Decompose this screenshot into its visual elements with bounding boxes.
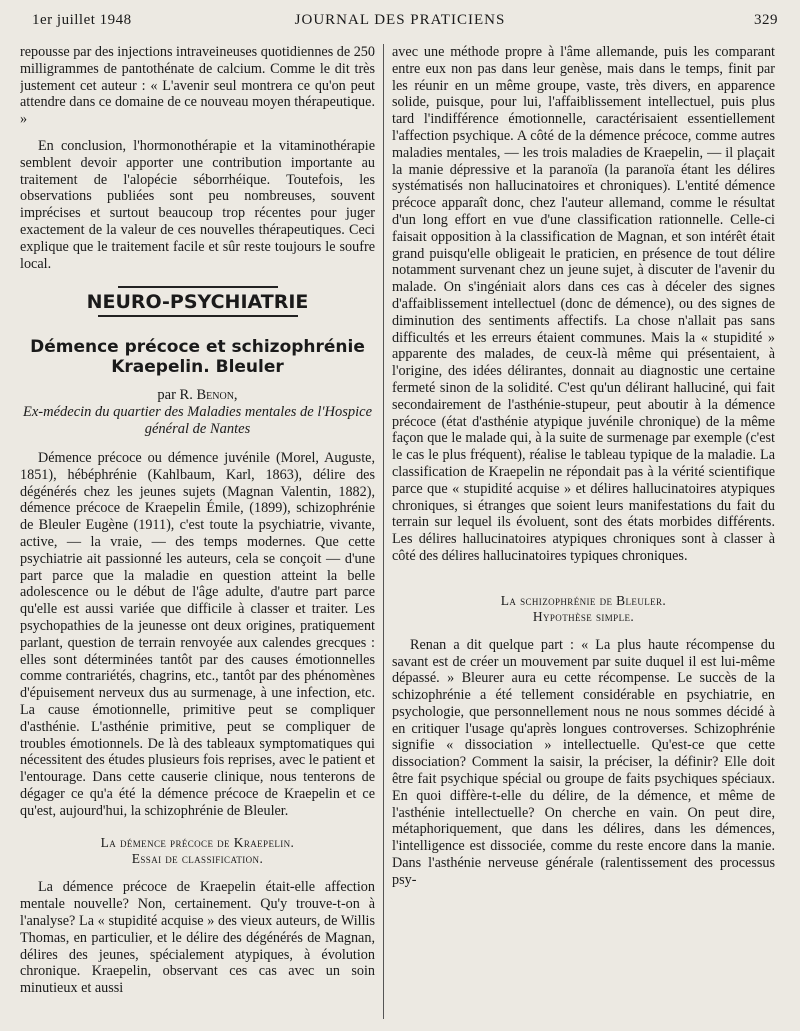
paragraph: Démence précoce ou démence juvénile (Morel, Auguste, 1851), hébéphrénie (Kahlbaum, Karl, 1863), délire des dégénérés chez les jeunes sujets (Magnan Valentin, 1882), démence précoce de Kraepelin Émile, (1899), schizophrénie de Bleuler Eugène (1911), c'est toute la psychiatrie, vivante, active, — la vraie, — des temps modernes. Que cette psychiatrie ait passionné les auteurs, cela se conçoit — d'une part parce que la maladie en question atteint la belle adolescence ou le début de l'âge adulte, d'autre part parce qu'elle est aussi variée que difficile à classer et traiter. Les psychopathies de la jeunesse ont deux origines, pratiquement parlant, question de terrain renvoyée aux calendes grecques : elles sont déterminées tantôt par des causes émotionnelles comme contrariétés, chagrins, etc., tantôt par des phénomènes d'épuisement nerveux dus au surmenage, à une infection, etc. La cause émotionnelle, primitive peut se compliquer d'asthénie. L'asthénie primitive, peut se compliquer de troubles émotionnels. De là des tableaux symptomatiques qui nécessitent des études plusieurs fois reprises, avec le patient et l'entourage. Dans cette causerie clinique, nous tenterons de dégager ce qu'a été la démence précoce de Kraepelin et ce qu'est, aujourd'hui, la schizophrénie de Bleuler. xyxy=(20,449,375,819)
paragraph: La démence précoce de Kraepelin était-elle affection mentale nouvelle? Non, certainement. Qu'y trouve-t-on à l'analyse? La « stupidité acquise » des vieux auteurs, de Willis Thomas, en particulier, et le délire des dégénérés de Magnan, délires des jeunes, spécialement atypiques, à évolution chronique. Kraepelin, observant ces cas avec un soin minutieux et aussi xyxy=(20,879,375,997)
journal-title: JOURNAL DES PRATICIENS xyxy=(294,12,506,28)
section-rule-top xyxy=(118,286,278,288)
subheading-line: Essai de classification. xyxy=(131,851,264,867)
section-rule-bottom xyxy=(98,315,298,317)
page-number: 329 xyxy=(754,12,778,28)
paragraph: Renan a dit quelque part : « La plus haute récompense du savant est de créer un mouvement par suite duquel il est lui-même dépassé. » Bleurer aura eu cette récompense. Le succès de la schizophrénie a été tellement considérable en psychiatrie, en psychologie, que personnellement nous ne nous sommes décidé à en critiquer l'usage qu'après longues controverses. Schizophrénie signifie « dissociation » intellectuelle. Qu'est-ce que cette dissociation? Comment la saisir, la préciser, la définir? Elle doit être fait psychique spécial ou groupe de faits psychiques spéciaux. En quoi diffère-t-elle du délire, de la démence, et même de l'asthénie intellectuelle? On cherche en vain. On peut dire, métaphoriquement, que dans les délires, dans les démences, l'intelligence est dissociée, comme du reste encore dans la manie. Dans l'asthénie nerveuse générale (ralentissement des processus psy- xyxy=(392,636,775,888)
subheading-line: Hypothèse simple. xyxy=(532,608,635,624)
column-divider xyxy=(383,44,384,1019)
subsection-heading xyxy=(392,593,775,625)
article-title: Démence précoce et schizophrénie Kraepelin. Bleuler xyxy=(30,337,365,378)
section-heading: NEURO-PSYCHIATRIE xyxy=(86,291,309,314)
issue-date: 1er juillet 1948 xyxy=(32,12,132,28)
running-header xyxy=(22,8,778,32)
byline xyxy=(20,387,375,404)
left-column xyxy=(20,44,375,1019)
paragraph: repousse par des injections intraveineuses quotidiennes de 250 milligrammes de pantothénate de calcium. Comme le dit très justement cet auteur : « L'avenir seul montrera ce qu'on peut attendre dans ce domaine de ce nouveau moyen thérapeutique. » xyxy=(20,44,375,128)
author-name: Benon, xyxy=(196,387,238,404)
paragraph: avec une méthode propre à l'âme allemande, puis les comparant entre eux non pas dans leur genèse, mais dans le temps, finit par les réunir en un même groupe, vaste, très divers, en apparence solide, puisque, pour lui, l'affaiblissement intellectuel, puis plus tard l'indifférence émotionnelle, caractérisaient essentiellement l'affection psychique. A côté de la démence précoce, comme autres maladies mentales, — les trois maladies de Kraepelin, — il plaçait la manie dépressive et la paranoïa (la paranoïa étant les délires systématisés non hallucinatoires et chroniques). L'entité démence précoce apparaît donc, chez l'auteur allemand, comme le résultat d'un long effort en vue d'une classification rationnelle. Celle-ci faisait opposition à la classification de Magnan, et son intérêt était grand puisqu'elle obligeait le praticien, en présence de tout délire notamment survenant chez un jeune sujet, à discuter de l'avenir du malade. On s'ingéniait alors dans ces cas à déceler des signes d'affaiblissement intellectuel (donc de démence), ou des signes de diminution des sentiments affectifs. La chose n'allait pas sans difficultés et les erreurs étaient communes. Mais la « stupidité » apparente des malades, de ceux-là même qui présentaient, à l'origine, des idées délirantes, donnait au diagnostic une certaine fermeté sinon de la solidité. C'est qu'un délirant halluciné, qui fait secondairement de l'asthénie-stupeur, peut aboutir à la démence précoce (état d'asthénie atypique juvénile chronique) de la même façon que le malade qui, à la suite de surmenage par exemple (c'est le cas le plus fréquent), réalise le tableau typique de la maladie. La classification de Kraepelin ne répondait pas à la vérité scientifique parce que « stupidité acquise » et délires hallucinatoires atypiques chroniques, si étranges que soient leurs manifestations du fait du terrain sur lequel ils évoluent, sont des états morbides différents. Les délires hallucinatoires atypiques chroniques sont à classer à côté des délires hallucinatoires typiques chroniques. xyxy=(392,44,775,564)
right-column xyxy=(392,44,775,1019)
subheading-line: La schizophrénie de Bleuler. xyxy=(500,592,667,608)
byline-prefix: par R. xyxy=(157,387,197,404)
subsection-heading xyxy=(20,835,375,867)
author-affiliation: Ex-médecin du quartier des Maladies mentales de l'Hospice général de Nantes xyxy=(23,403,372,437)
subheading-line: La démence précoce de Kraepelin. xyxy=(100,835,295,851)
paragraph: En conclusion, l'hormonothérapie et la vitaminothérapie semblent devoir apporter une contribution importante au traitement de l'alopécie séborrhéique. Toutefois, les observations publiées sont peu nombreuses, souvent imprécises et surtout beaucoup trop récentes pour juger exactement de la valeur de ces nouvelles thérapeutiques. Ceci explique que le traitement facile et sûr reste toujours le soufre local. xyxy=(20,137,375,272)
